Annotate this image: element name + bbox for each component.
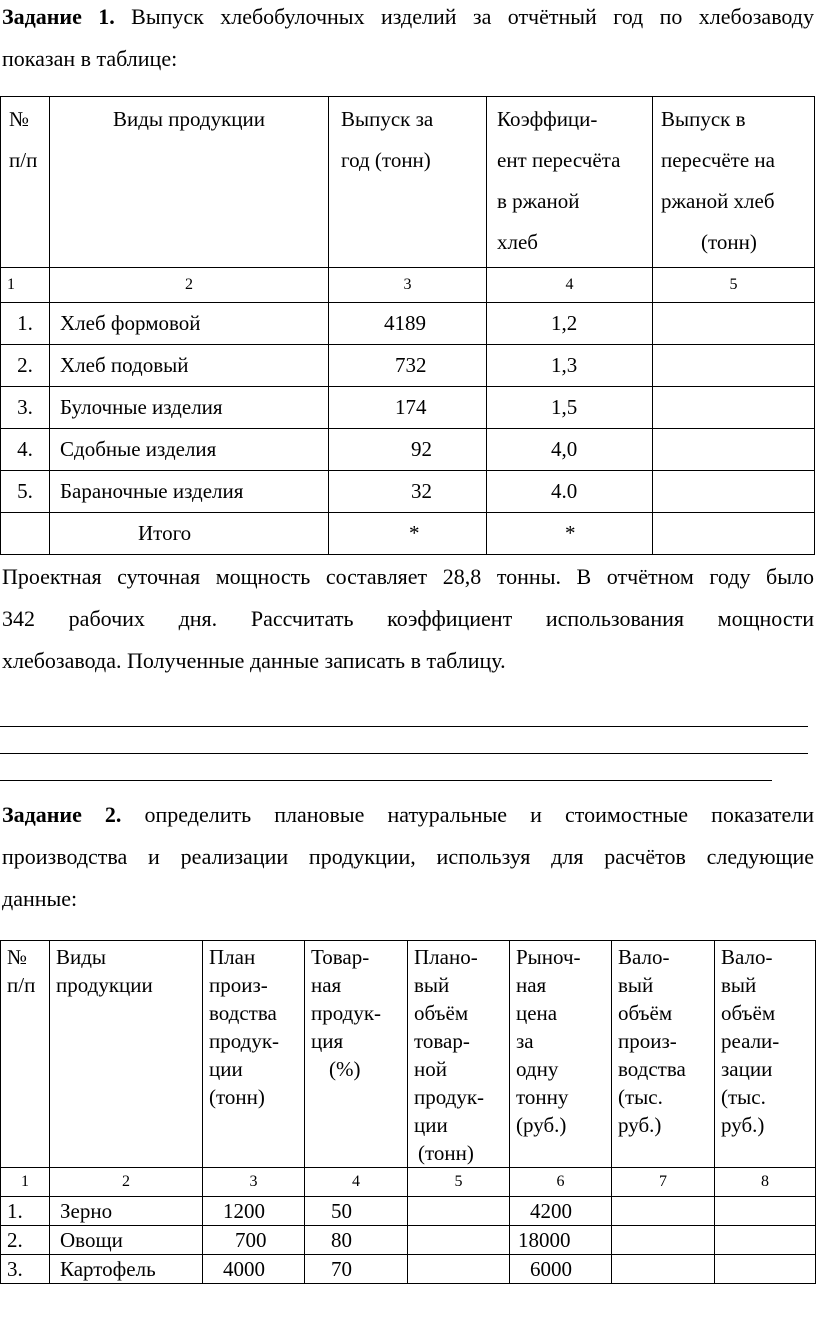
table-header-row	[1, 941, 816, 1168]
header-cell-gross-production: Вало- вый объём произ- водства (тыс. руб.)	[612, 941, 715, 1168]
table-row: 3. Булочные изделия 174 1,5	[1, 387, 815, 429]
header-cell-number: № п/п	[1, 97, 50, 268]
task1-intro-line2: показан в таблице:	[2, 46, 178, 71]
task2-intro-line2: производства и реализации продукции, используя для расчётов следующие	[2, 844, 814, 869]
header-cell-market-price: Рыноч- ная цена за одну тонну (руб.)	[510, 941, 612, 1168]
plan-table	[0, 940, 816, 1284]
table-row: 5. Бараночные изделия 32 4.0	[1, 471, 815, 513]
table-row: 3. Картофель 4000 70 6000	[1, 1255, 816, 1284]
answer-line	[0, 726, 808, 727]
column-number-row: 1 2 3 4 5 6 7 8	[1, 1168, 816, 1197]
table-row: 4. Сдобные изделия 92 4,0	[1, 429, 815, 471]
table-row: 1. Хлеб формовой 4189 1,2	[1, 303, 815, 345]
task1-title: Задание 1.	[2, 4, 115, 29]
task1-condition-line2: 342 рабочих дня. Рассчитать коэффициент использования мощности	[2, 606, 814, 631]
task2-title: Задание 2.	[2, 802, 122, 827]
header-cell-rye-output: Выпуск в пересчёте на ржаной хлеб (тонн)	[653, 97, 815, 268]
header-cell-plan: План произ- водства продук- ции (тонн)	[203, 941, 305, 1168]
task1-condition-line3: хлебозавода. Полученные данные записать в таблицу.	[2, 648, 506, 673]
task2-intro-line3: данные:	[2, 886, 78, 911]
table-row: 2. Хлеб подовый 732 1,3	[1, 345, 815, 387]
header-cell-product: Виды продукции	[50, 941, 203, 1168]
task2-intro-line1: Задание 2. определить плановые натуральные и стоимостные показатели	[2, 802, 815, 827]
header-cell-planned-volume: Плано- вый объём товар- ной продук- ции (тонн)	[408, 941, 510, 1168]
table-row: 1. Зерно 1200 50 4200	[1, 1197, 816, 1226]
header-cell-coefficient: Коэффици- ент пересчёта в ржаной хлеб	[487, 97, 653, 268]
table-total-row: Итого * *	[1, 513, 815, 555]
task1-intro-line1: Задание 1. Выпуск хлебобулочных изделий за отчётный год по хлебозаводу	[2, 4, 814, 29]
answer-line	[0, 780, 772, 781]
table-row: 2. Овощи 700 80 18000	[1, 1226, 816, 1255]
header-cell-number: № п/п	[1, 941, 50, 1168]
column-number-row: 1 2 3 4 5	[1, 268, 815, 303]
header-cell-marketable-pct: Товар- ная продук- ция (%)	[305, 941, 408, 1168]
answer-line	[0, 753, 808, 754]
task1-condition-line1: Проектная суточная мощность составляет 28,8 тонны. В отчётном году было	[2, 564, 814, 589]
header-cell-output: Выпуск за год (тонн)	[329, 97, 487, 268]
table-header-row	[1, 97, 815, 268]
header-cell-gross-sales: Вало- вый объём реали- зации (тыс. руб.)	[715, 941, 816, 1168]
header-cell-product: Виды продукции	[50, 97, 329, 268]
production-table	[0, 96, 815, 555]
